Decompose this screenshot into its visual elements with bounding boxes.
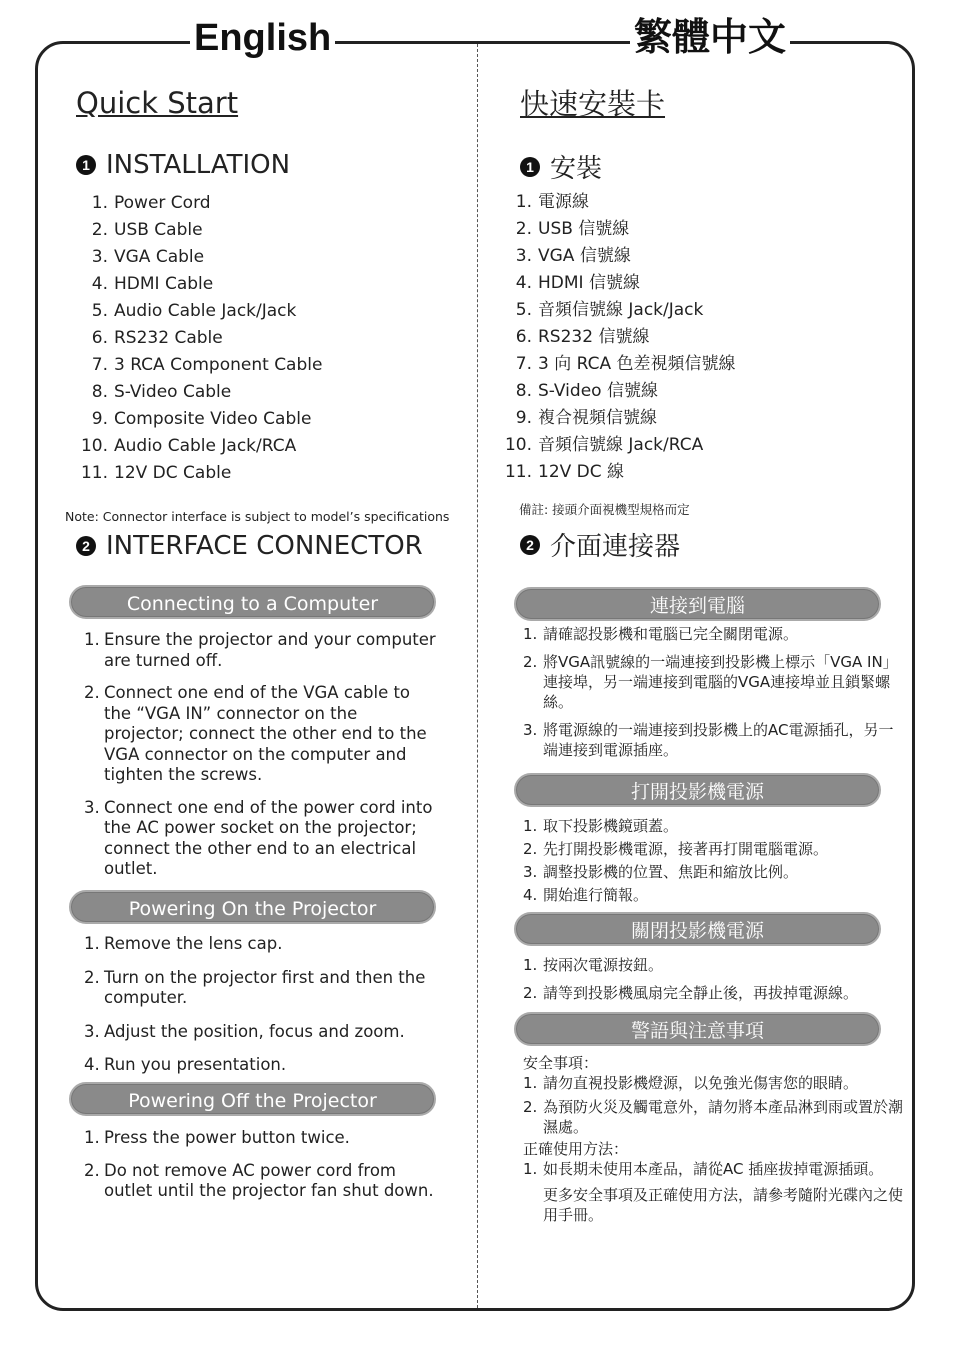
zh-number-2-icon: 2 xyxy=(520,535,540,555)
item-number: 6. xyxy=(91,328,108,348)
zh-safety-label: 安全事項： xyxy=(523,1054,599,1072)
step-item xyxy=(84,968,439,1009)
zh-connecting-steps xyxy=(523,624,903,760)
step-item xyxy=(523,983,903,1003)
step-number: 2. xyxy=(523,840,538,858)
item-number: 4. xyxy=(515,273,532,293)
step-number: 1. xyxy=(523,956,538,974)
step-item xyxy=(523,885,903,905)
item-text: 電源線 xyxy=(538,192,589,212)
english-title: English xyxy=(190,12,335,64)
item-number: 8. xyxy=(515,381,532,401)
list-item xyxy=(500,270,736,297)
powering-on-section-header: Powering On the Projector xyxy=(69,890,436,924)
list-item xyxy=(76,433,322,460)
list-item xyxy=(76,244,322,271)
zh-installation-heading xyxy=(520,148,602,185)
step-item xyxy=(84,683,439,786)
step-number: 2. xyxy=(84,683,100,702)
list-item xyxy=(76,352,322,379)
number-1-icon: 1 xyxy=(76,155,96,175)
item-number: 5. xyxy=(91,301,108,321)
step-text: Remove the lens cap. xyxy=(104,934,283,953)
step-item xyxy=(523,1073,903,1093)
list-item xyxy=(76,325,322,352)
item-number: 1. xyxy=(91,193,108,213)
item-text: Power Cord xyxy=(114,193,211,213)
step-number: 4. xyxy=(84,1055,100,1074)
step-number: 2. xyxy=(523,653,538,671)
item-text: USB Cable xyxy=(114,220,203,240)
step-number: 1. xyxy=(84,630,100,649)
step-number: 1. xyxy=(523,625,538,643)
item-text: VGA 信號線 xyxy=(538,246,631,266)
step-item xyxy=(84,934,439,955)
step-text: Do not remove AC power cord from outlet until the projector fan shut down. xyxy=(104,1160,434,1200)
zh-powering-off-steps xyxy=(523,955,903,1003)
step-item xyxy=(84,1055,439,1076)
step-text: 調整投影機的位置、焦距和縮放比例。 xyxy=(543,863,799,881)
step-item xyxy=(84,1161,439,1202)
list-item xyxy=(76,271,322,298)
zh-note-text: 備註: 接頭介面視機型規格而定 xyxy=(519,502,690,517)
number-2-icon: 2 xyxy=(76,536,96,556)
list-item xyxy=(500,405,736,432)
item-number: 7. xyxy=(91,355,108,375)
item-text: HDMI Cable xyxy=(114,274,214,294)
step-item xyxy=(523,816,903,836)
installation-heading xyxy=(76,150,290,180)
list-item xyxy=(500,216,736,243)
list-item xyxy=(500,378,736,405)
zh-powering-off-section-header: 關閉投影機電源 xyxy=(514,912,881,946)
powering-on-steps xyxy=(84,934,439,1076)
item-number: 2. xyxy=(91,220,108,240)
zh-usage-list xyxy=(523,1159,903,1179)
step-item xyxy=(84,1022,439,1043)
step-text: 先打開投影機電源，接著再打開電腦電源。 xyxy=(543,840,829,858)
list-item xyxy=(500,243,736,270)
step-number: 2. xyxy=(523,984,538,1002)
item-number: 11. xyxy=(504,462,532,482)
step-number: 3. xyxy=(84,1021,100,1041)
list-item xyxy=(76,406,322,433)
item-text: 複合視頻信號線 xyxy=(538,408,657,428)
item-text: Audio Cable Jack/Jack xyxy=(114,301,297,321)
step-item xyxy=(523,862,903,882)
zh-installation-title: 安裝 xyxy=(550,154,603,184)
column-divider xyxy=(477,44,478,1308)
step-number: 3. xyxy=(523,863,538,881)
installation-list xyxy=(76,190,322,487)
step-text: 請等到投影機風扇完全靜止後，再拔掉電源線。 xyxy=(543,984,859,1002)
item-number: 9. xyxy=(515,408,532,428)
step-number: 1. xyxy=(523,1160,538,1178)
item-text: S-Video Cable xyxy=(114,382,232,402)
zh-powering-on-steps xyxy=(523,816,903,905)
step-number: 3. xyxy=(84,797,100,817)
item-number: 10. xyxy=(504,435,532,455)
step-number: 3. xyxy=(523,721,538,739)
item-number: 5. xyxy=(515,300,532,320)
step-text: Adjust the position, focus and zoom. xyxy=(104,1021,405,1041)
chinese-title: 繁體中文 xyxy=(630,12,790,64)
zh-number-1-icon: 1 xyxy=(520,157,540,177)
quick-start-heading: Quick Start xyxy=(76,86,239,120)
step-text: 請勿直視投影機燈源，以免強光傷害您的眼睛。 xyxy=(543,1074,859,1092)
step-text: 為預防火災及觸電意外，請勿將本產品淋到雨或置於潮濕處。 xyxy=(543,1098,904,1136)
connecting-section-header: Connecting to a Computer xyxy=(69,585,436,619)
note-text: Note: Connector interface is subject to model’s specifications xyxy=(65,509,450,524)
step-text: Run you presentation. xyxy=(104,1055,287,1074)
item-text: S-Video 信號線 xyxy=(538,381,658,401)
step-text: 按兩次電源按鈕。 xyxy=(543,956,664,974)
zh-quick-start-heading: 快速安裝卡 xyxy=(520,87,666,121)
step-text: 將VGA訊號線的一端連接到投影機上標示「VGA IN」連接埠，另一端連接到電腦的VGA連接埠並且鎖緊螺絲。 xyxy=(543,653,898,711)
step-text: Ensure the projector and your computer are turned off. xyxy=(104,630,436,670)
list-item xyxy=(76,379,322,406)
step-item xyxy=(84,630,439,671)
item-number: 6. xyxy=(515,327,532,347)
list-item xyxy=(500,189,736,216)
step-item xyxy=(84,798,439,880)
step-text: Press the power button twice. xyxy=(104,1128,350,1147)
step-item xyxy=(523,720,903,760)
list-item xyxy=(76,298,322,325)
list-item xyxy=(500,324,736,351)
zh-safety-list xyxy=(523,1073,903,1137)
step-text: 請確認投影機和電腦已完全關閉電源。 xyxy=(543,625,799,643)
interface-title: INTERFACE CONNECTOR xyxy=(106,531,423,561)
item-text: 12V DC 線 xyxy=(538,462,625,482)
step-number: 1. xyxy=(84,934,100,953)
list-item xyxy=(500,459,736,486)
item-text: HDMI 信號線 xyxy=(538,273,640,293)
item-number: 10. xyxy=(80,436,108,456)
step-text: 如長期未使用本產品，請從AC 插座拔掉電源插頭。 xyxy=(543,1160,884,1178)
step-item xyxy=(523,1097,903,1137)
step-number: 2. xyxy=(523,1098,538,1116)
step-item xyxy=(523,624,903,644)
step-item xyxy=(523,1159,903,1179)
zh-warnings-section-header: 警語與注意事項 xyxy=(514,1012,881,1046)
item-number: 8. xyxy=(91,382,108,402)
step-number: 2. xyxy=(84,967,100,987)
list-item xyxy=(76,190,322,217)
zh-installation-list xyxy=(500,189,736,486)
powering-off-section-header: Powering Off the Projector xyxy=(69,1082,436,1116)
step-number: 1. xyxy=(84,1128,100,1147)
zh-more-info: 更多安全事項及正確使用方法，請參考隨附光碟內之使用手冊。 xyxy=(543,1186,904,1224)
item-text: 12V DC Cable xyxy=(114,463,232,483)
zh-interface-heading xyxy=(520,526,680,563)
zh-usage-label: 正確使用方法： xyxy=(523,1140,629,1158)
item-number: 7. xyxy=(515,354,532,374)
list-item xyxy=(500,432,736,459)
item-number: 11. xyxy=(80,463,108,483)
installation-title: INSTALLATION xyxy=(106,150,291,180)
item-text: VGA Cable xyxy=(114,247,205,267)
zh-interface-title: 介面連接器 xyxy=(550,532,681,562)
step-text: Connect one end of the VGA cable to the “VGA IN” connector on the projector; connect the other end to the VGA connector on the computer and tighten the screws. xyxy=(104,683,427,784)
item-text: Audio Cable Jack/RCA xyxy=(114,436,297,456)
step-item xyxy=(523,955,903,975)
item-number: 3. xyxy=(91,247,108,267)
powering-off-steps xyxy=(84,1128,439,1202)
zh-connecting-section-header: 連接到電腦 xyxy=(514,587,881,621)
list-item xyxy=(500,297,736,324)
step-number: 1. xyxy=(523,817,538,835)
item-number: 2. xyxy=(515,219,532,239)
zh-warnings-body xyxy=(523,1053,903,1225)
step-item xyxy=(523,652,903,712)
step-number: 2. xyxy=(84,1160,100,1180)
step-text: 將電源線的一端連接到投影機上的AC電源插孔，另一端連接到電源插座。 xyxy=(543,721,894,759)
item-text: RS232 Cable xyxy=(114,328,223,348)
step-text: Turn on the projector first and then the computer. xyxy=(104,967,426,1007)
list-item xyxy=(76,460,322,487)
interface-heading xyxy=(76,531,423,561)
connecting-steps xyxy=(84,630,439,880)
item-number: 1. xyxy=(515,192,532,212)
list-item xyxy=(500,351,736,378)
step-item xyxy=(523,839,903,859)
step-text: 取下投影機鏡頭蓋。 xyxy=(543,817,679,835)
step-item xyxy=(84,1128,439,1149)
step-number: 4. xyxy=(523,886,538,904)
step-text: 開始進行簡報。 xyxy=(543,886,649,904)
item-text: RS232 信號線 xyxy=(538,327,650,347)
step-text: Connect one end of the power cord into the AC power socket on the projector; connect the other end to an electrical outlet. xyxy=(104,797,433,878)
item-text: 3 向 RCA 色差視頻信號線 xyxy=(538,354,736,374)
item-text: 3 RCA Component Cable xyxy=(114,355,323,375)
item-number: 9. xyxy=(91,409,108,429)
zh-powering-on-section-header: 打開投影機電源 xyxy=(514,773,881,807)
list-item xyxy=(76,217,322,244)
item-text: 音頻信號線 Jack/RCA xyxy=(538,435,704,455)
item-number: 3. xyxy=(515,246,532,266)
item-number: 4. xyxy=(91,274,108,294)
item-text: USB 信號線 xyxy=(538,219,630,239)
step-number: 1. xyxy=(523,1074,538,1092)
item-text: Composite Video Cable xyxy=(114,409,312,429)
item-text: 音頻信號線 Jack/Jack xyxy=(538,300,704,320)
